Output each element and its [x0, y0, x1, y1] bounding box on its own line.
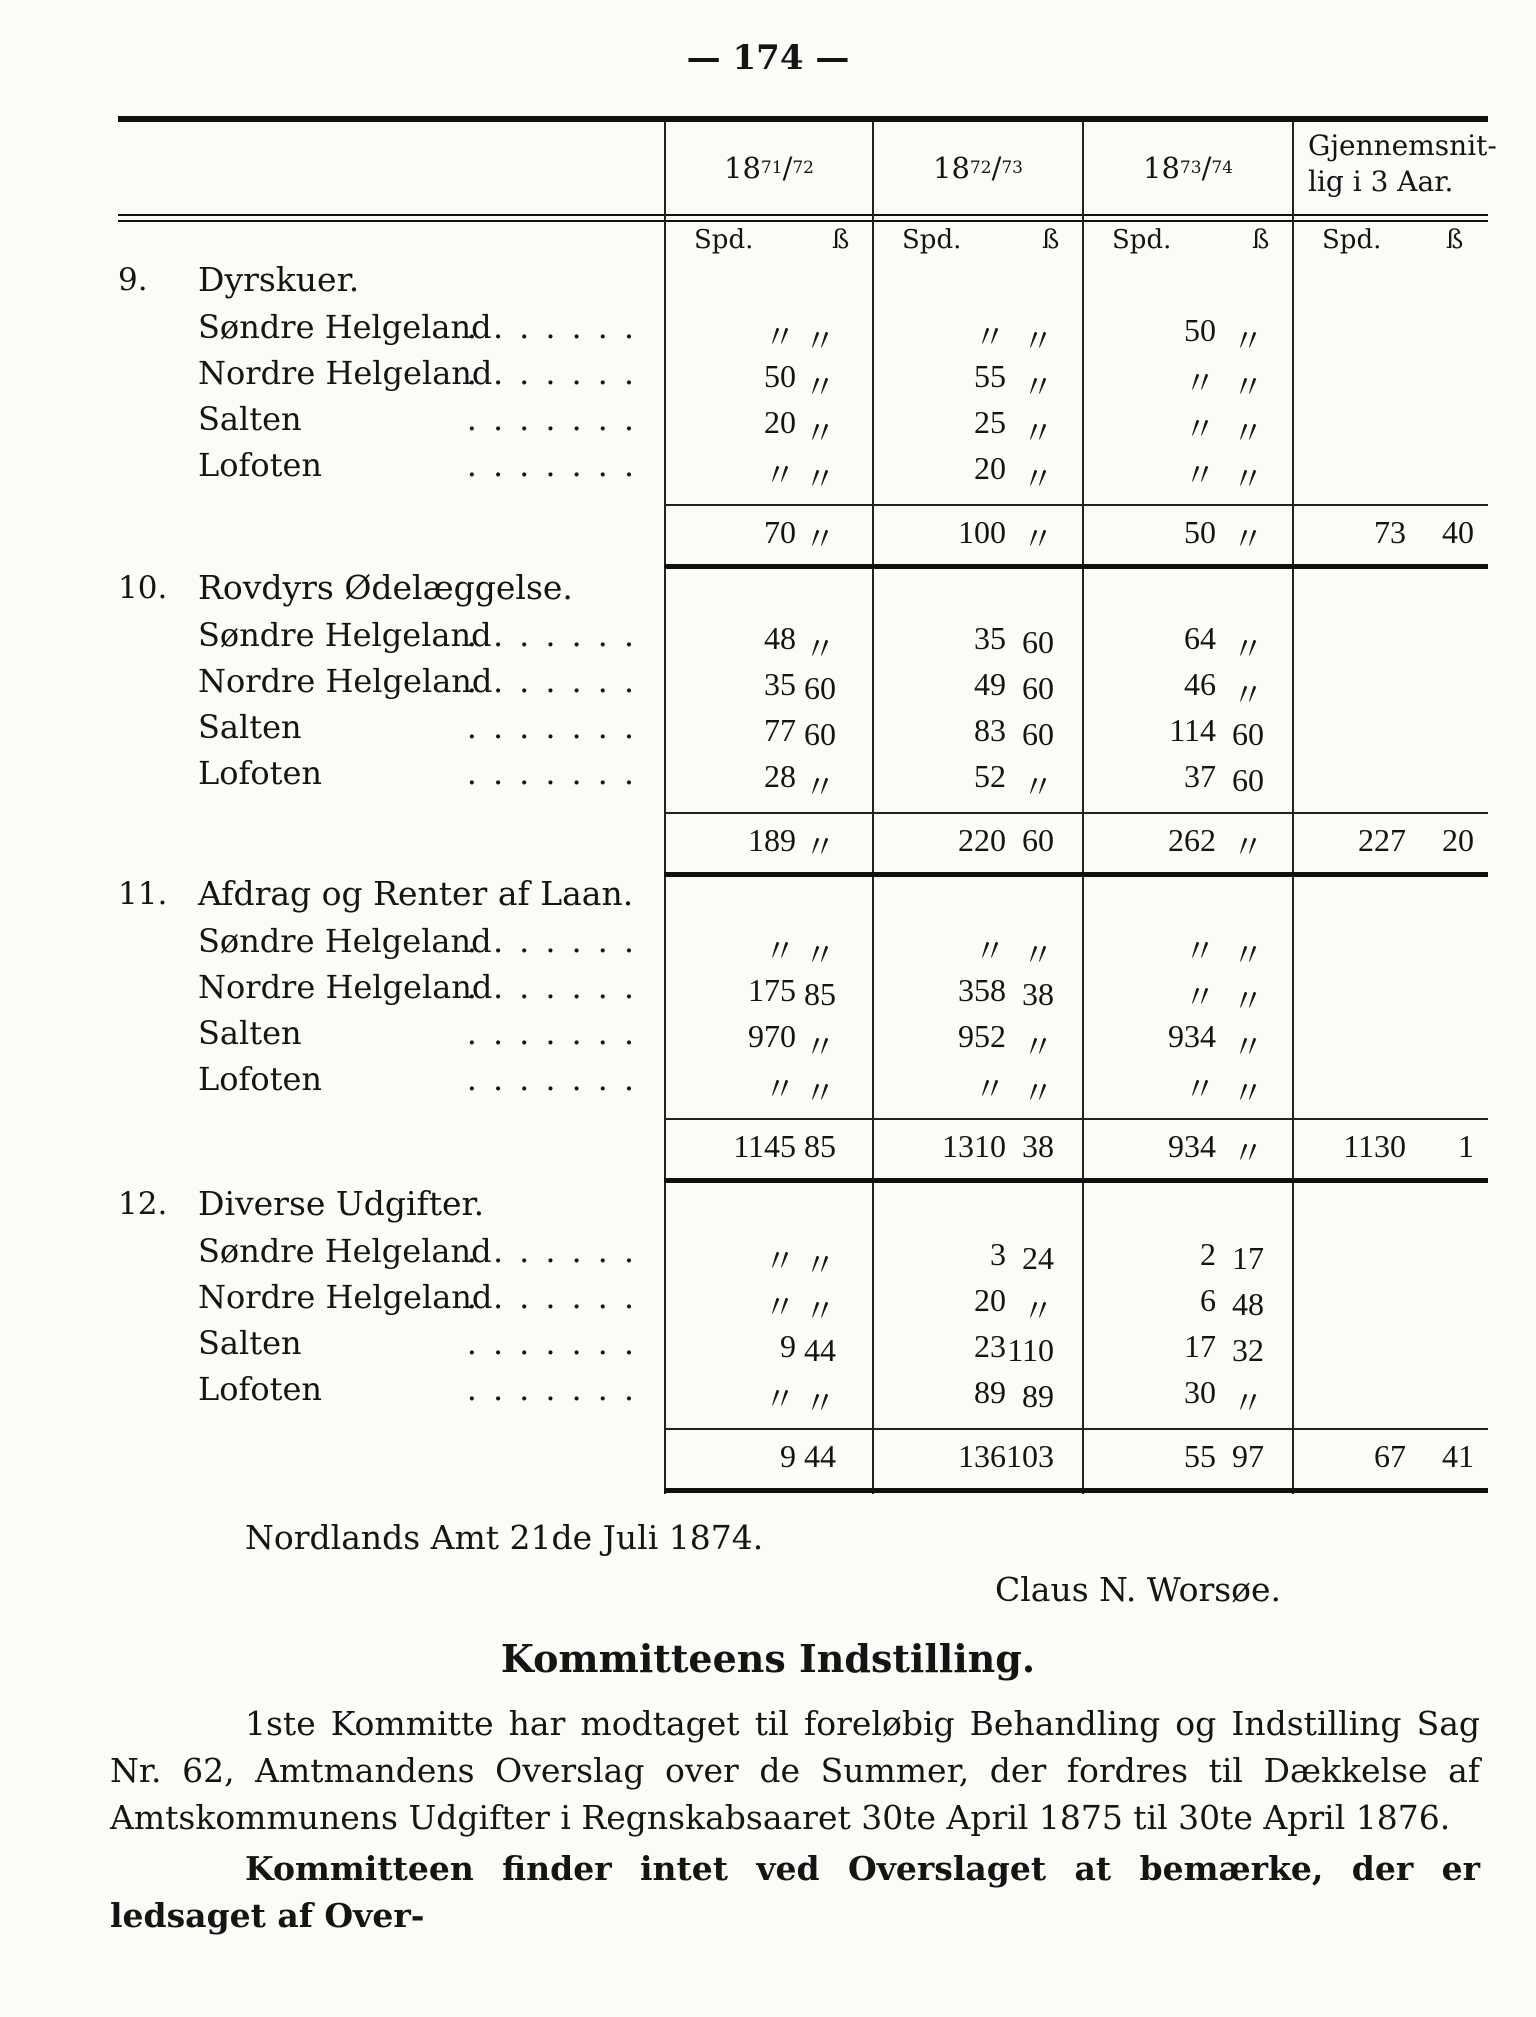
cell-spd: 52: [974, 758, 1006, 794]
unit-spd: Spd.: [1112, 225, 1172, 255]
sum-rule: [664, 504, 1488, 506]
cell-sk: 85: [804, 976, 836, 1012]
cell-sk: 〃: [803, 1075, 836, 1111]
cell-spd: 35: [974, 620, 1006, 656]
cell-spd: 〃: [763, 457, 796, 493]
cell-spd: 77: [764, 712, 796, 748]
section-end-rule: [664, 872, 1488, 877]
section-title: Afdrag og Renter af Laan.: [198, 874, 634, 913]
paragraph-2: Kommitteen finder intet ved Overslaget at bemærke, der er ledsaget af Over-: [110, 1849, 1480, 1935]
cell-sk: 〃: [1231, 937, 1264, 973]
unit-sk: ß: [1252, 225, 1270, 255]
cell-sk: 〃: [1231, 1385, 1264, 1421]
cell-sk: 〃: [803, 937, 836, 973]
header-rule-2: [118, 220, 1488, 222]
cell-spd: 〃: [973, 319, 1006, 355]
row-label: Lofoten: [198, 1060, 323, 1098]
cell-spd: 114: [1169, 712, 1216, 748]
cell-sk: 〃: [1021, 323, 1054, 359]
cell-spd: 83: [974, 712, 1006, 748]
section-end-rule: [664, 1178, 1488, 1183]
cell-spd: 〃: [763, 319, 796, 355]
cell-sk: 32: [1232, 1332, 1264, 1368]
cell-sk: 〃: [1021, 769, 1054, 805]
leader-dots: .......: [466, 708, 650, 746]
cell-sk: 60: [1022, 624, 1054, 660]
cell-sk: 〃: [1231, 1075, 1264, 1111]
page-number: — 174 —: [686, 38, 850, 78]
leader-dots: .......: [466, 662, 650, 700]
sum-spd: 227: [1358, 822, 1406, 858]
sum-sk: 41: [1442, 1438, 1474, 1474]
section-number: 9.: [118, 262, 148, 298]
paragraph-1: 1ste Kommitte har modtaget til foreløbig Behandling og Indstilling Sag Nr. 62, Amtmandens Overslag over de Summer, der fordres til Dækkelse af Amtskommunens Udgifter i Regnskabsaaret 30te April 1875 til 30te April 1876.: [110, 1704, 1480, 1837]
cell-spd: 〃: [973, 1071, 1006, 1107]
row-label: Salten: [198, 708, 302, 746]
cell-spd: 20: [974, 450, 1006, 486]
sum-spd: 136: [958, 1438, 1006, 1474]
sum-spd: 1145: [733, 1128, 796, 1164]
cell-sk: 44: [804, 1332, 836, 1368]
cell-spd: 175: [748, 972, 796, 1008]
row-label: Lofoten: [198, 446, 323, 484]
sum-sk: 85: [804, 1128, 836, 1164]
cell-spd: 3: [990, 1236, 1006, 1272]
cell-spd: 〃: [973, 933, 1006, 969]
cell-spd: 37: [1184, 758, 1216, 794]
cell-sk: 60: [1022, 670, 1054, 706]
cell-spd: 〃: [763, 1381, 796, 1417]
cell-sk: 60: [1022, 716, 1054, 752]
row-label: Nordre Helgeland: [198, 662, 493, 700]
sum-spd: 73: [1374, 514, 1406, 550]
row-label: Salten: [198, 400, 302, 438]
row-label: Salten: [198, 1014, 302, 1052]
cell-spd: 9: [780, 1328, 796, 1364]
section-title: Dyrskuer.: [198, 260, 360, 299]
row-label: Nordre Helgeland: [198, 968, 493, 1006]
cell-spd: 30: [1184, 1374, 1216, 1410]
cell-sk: 48: [1232, 1286, 1264, 1322]
sum-spd: 262: [1168, 822, 1216, 858]
leader-dots: .......: [466, 922, 650, 960]
sum-spd: 934: [1168, 1128, 1216, 1164]
cell-sk: 110: [1007, 1332, 1054, 1368]
column-divider: [1082, 122, 1084, 1494]
sum-sk: 〃: [803, 829, 836, 865]
cell-sk: 〃: [803, 461, 836, 497]
cell-spd: 6: [1200, 1282, 1216, 1318]
cell-spd: 28: [764, 758, 796, 794]
cell-spd: 952: [958, 1018, 1006, 1054]
leader-dots: .......: [466, 1324, 650, 1362]
unit-spd: Spd.: [902, 225, 962, 255]
cell-spd: 55: [974, 358, 1006, 394]
cell-sk: 〃: [1231, 369, 1264, 405]
cell-sk: 60: [804, 716, 836, 752]
cell-spd: 〃: [763, 1071, 796, 1107]
cell-spd: 20: [764, 404, 796, 440]
signature: Claus N. Worsøe.: [995, 1570, 1282, 1609]
header-rule-1: [118, 214, 1488, 216]
cell-sk: 〃: [803, 631, 836, 667]
sum-sk: 103: [1006, 1438, 1054, 1474]
place-date: Nordlands Amt 21de Juli 1874.: [245, 1518, 764, 1557]
leader-dots: .......: [466, 754, 650, 792]
leader-dots: .......: [466, 354, 650, 392]
header-col-1871-72: 18 71 / 72: [724, 151, 814, 185]
leader-dots: .......: [466, 400, 650, 438]
row-label: Salten: [198, 1324, 302, 1362]
cell-sk: 〃: [803, 323, 836, 359]
leader-dots: .......: [466, 446, 650, 484]
cell-sk: 〃: [803, 769, 836, 805]
unit-sk: ß: [1042, 225, 1060, 255]
section-number: 11.: [118, 876, 168, 912]
sum-spd: 67: [1374, 1438, 1406, 1474]
cell-sk: 〃: [1231, 677, 1264, 713]
cell-spd: 64: [1184, 620, 1216, 656]
cell-sk: 〃: [1021, 461, 1054, 497]
section-end-rule: [664, 1488, 1488, 1493]
sum-spd: 1130: [1343, 1128, 1406, 1164]
cell-spd: 2: [1200, 1236, 1216, 1272]
cell-spd: 89: [974, 1374, 1006, 1410]
leader-dots: .......: [466, 1232, 650, 1270]
cell-sk: 〃: [1021, 1293, 1054, 1329]
cell-spd: 〃: [1183, 979, 1216, 1015]
row-label: Nordre Helgeland: [198, 1278, 493, 1316]
cell-sk: 60: [1232, 716, 1264, 752]
leader-dots: .......: [466, 968, 650, 1006]
cell-sk: 〃: [803, 1247, 836, 1283]
cell-spd: 934: [1168, 1018, 1216, 1054]
cell-spd: 〃: [763, 1289, 796, 1325]
row-label: Søndre Helgeland: [198, 616, 492, 654]
header-col-1872-73: 18 72 / 73: [933, 151, 1023, 185]
section-title: Rovdyrs Ødelæggelse.: [198, 568, 573, 607]
cell-spd: 358: [958, 972, 1006, 1008]
cell-spd: 50: [764, 358, 796, 394]
cell-spd: 50: [1184, 312, 1216, 348]
sum-rule: [664, 812, 1488, 814]
cell-sk: 〃: [1231, 461, 1264, 497]
sum-sk: 〃: [1231, 1135, 1264, 1171]
cell-sk: 〃: [1231, 631, 1264, 667]
sum-spd: 50: [1184, 514, 1216, 550]
cell-spd: 49: [974, 666, 1006, 702]
cell-sk: 〃: [803, 1029, 836, 1065]
cell-spd: 〃: [1183, 933, 1216, 969]
cell-spd: 23: [974, 1328, 1006, 1364]
cell-spd: 〃: [1183, 457, 1216, 493]
sum-spd: 220: [958, 822, 1006, 858]
cell-spd: 970: [748, 1018, 796, 1054]
cell-sk: 〃: [803, 415, 836, 451]
cell-sk: 〃: [1231, 1029, 1264, 1065]
column-divider: [1292, 122, 1294, 1494]
row-label: Lofoten: [198, 754, 323, 792]
header-col-1873-74: 18 73 / 74: [1143, 151, 1233, 185]
sum-sk: 〃: [1021, 521, 1054, 557]
cell-spd: 〃: [1183, 365, 1216, 401]
row-label: Søndre Helgeland: [198, 922, 492, 960]
section-title: Diverse Udgifter.: [198, 1184, 485, 1223]
leader-dots: .......: [466, 616, 650, 654]
sum-sk: 20: [1442, 822, 1474, 858]
sum-spd: 70: [764, 514, 796, 550]
cell-sk: 〃: [1021, 1029, 1054, 1065]
cell-sk: 〃: [1021, 1075, 1054, 1111]
unit-sk: ß: [1446, 225, 1464, 255]
row-label: Lofoten: [198, 1370, 323, 1408]
sum-sk: 〃: [1231, 829, 1264, 865]
cell-spd: 〃: [763, 1243, 796, 1279]
cell-spd: 〃: [763, 933, 796, 969]
cell-sk: 〃: [1021, 937, 1054, 973]
sum-sk: 97: [1232, 1438, 1264, 1474]
leader-dots: .......: [466, 1370, 650, 1408]
cell-sk: 60: [1232, 762, 1264, 798]
sum-spd: 55: [1184, 1438, 1216, 1474]
column-divider: [664, 122, 666, 1494]
section-heading: Kommitteens Indstilling.: [500, 1636, 1036, 1681]
sum-spd: 189: [748, 822, 796, 858]
cell-sk: 〃: [1231, 983, 1264, 1019]
column-divider: [872, 122, 874, 1494]
cell-spd: 17: [1184, 1328, 1216, 1364]
sum-spd: 9: [780, 1438, 796, 1474]
cell-spd: 〃: [1183, 1071, 1216, 1107]
section-number: 12.: [118, 1186, 168, 1222]
cell-sk: 38: [1022, 976, 1054, 1012]
leader-dots: .......: [466, 308, 650, 346]
leader-dots: .......: [466, 1014, 650, 1052]
sum-sk: 44: [804, 1438, 836, 1474]
cell-sk: 〃: [1231, 415, 1264, 451]
sum-rule: [664, 1428, 1488, 1430]
cell-spd: 〃: [1183, 411, 1216, 447]
top-rule: [118, 116, 1488, 122]
unit-spd: Spd.: [694, 225, 754, 255]
sum-sk: 40: [1442, 514, 1474, 550]
cell-spd: 25: [974, 404, 1006, 440]
sum-sk: 60: [1022, 822, 1054, 858]
sum-sk: 38: [1022, 1128, 1054, 1164]
cell-sk: 〃: [803, 1293, 836, 1329]
sum-sk: 1: [1458, 1128, 1474, 1164]
row-label: Søndre Helgeland: [198, 308, 492, 346]
cell-spd: 48: [764, 620, 796, 656]
section-number: 10.: [118, 570, 168, 606]
cell-sk: 〃: [1231, 323, 1264, 359]
sum-spd: 100: [958, 514, 1006, 550]
cell-sk: 24: [1022, 1240, 1054, 1276]
cell-sk: 〃: [1021, 415, 1054, 451]
header-col-average: Gjennemsnit- lig i 3 Aar.: [1308, 129, 1497, 198]
cell-sk: 17: [1232, 1240, 1264, 1276]
sum-sk: 〃: [803, 521, 836, 557]
sum-spd: 1310: [942, 1128, 1006, 1164]
sum-sk: 〃: [1231, 521, 1264, 557]
cell-spd: 46: [1184, 666, 1216, 702]
sum-rule: [664, 1118, 1488, 1120]
leader-dots: .......: [466, 1278, 650, 1316]
cell-sk: 〃: [803, 369, 836, 405]
cell-spd: 35: [764, 666, 796, 702]
unit-sk: ß: [832, 225, 850, 255]
leader-dots: .......: [466, 1060, 650, 1098]
cell-sk: 〃: [803, 1385, 836, 1421]
cell-sk: 89: [1022, 1378, 1054, 1414]
row-label: Nordre Helgeland: [198, 354, 493, 392]
unit-spd: Spd.: [1322, 225, 1382, 255]
row-label: Søndre Helgeland: [198, 1232, 492, 1270]
cell-sk: 〃: [1021, 369, 1054, 405]
section-end-rule: [664, 564, 1488, 569]
cell-spd: 20: [974, 1282, 1006, 1318]
cell-sk: 60: [804, 670, 836, 706]
